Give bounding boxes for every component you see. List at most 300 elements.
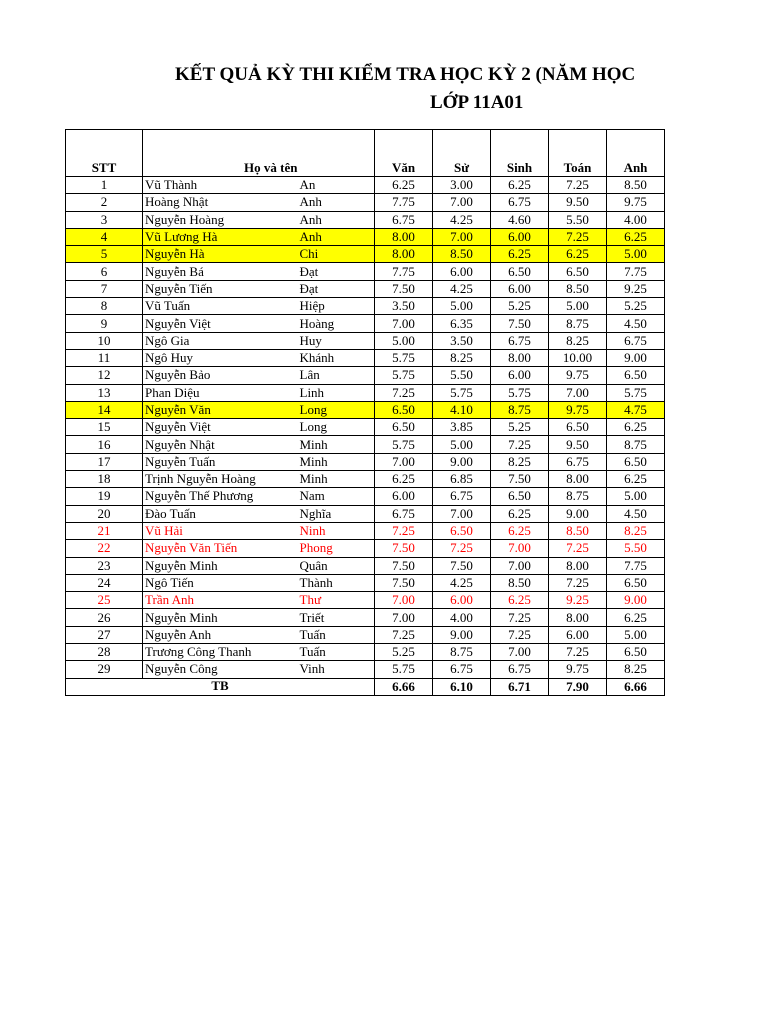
row-surname: Nguyễn Minh bbox=[143, 609, 298, 626]
row-score-su: 8.50 bbox=[433, 246, 491, 263]
row-score-toan: 10.00 bbox=[549, 349, 607, 366]
row-score-toan: 6.50 bbox=[549, 263, 607, 280]
row-surname: Nguyễn Nhật bbox=[143, 436, 298, 453]
row-stt: 16 bbox=[66, 436, 143, 453]
row-score-su: 7.00 bbox=[433, 505, 491, 522]
row-score-sinh: 6.50 bbox=[491, 263, 549, 280]
row-given-name: Vinh bbox=[298, 661, 375, 678]
row-given-name: Minh bbox=[298, 436, 375, 453]
row-stt: 6 bbox=[66, 263, 143, 280]
row-extra bbox=[665, 522, 666, 539]
row-stt: 13 bbox=[66, 384, 143, 401]
row-score-anh: 6.50 bbox=[607, 574, 665, 591]
row-given-name: Long bbox=[298, 401, 375, 418]
row-score-anh: 6.25 bbox=[607, 609, 665, 626]
table-row bbox=[66, 228, 666, 245]
row-score-toan: 6.75 bbox=[549, 453, 607, 470]
class-title: LỚP 11A01 bbox=[430, 92, 524, 113]
row-score-toan: 8.00 bbox=[549, 609, 607, 626]
row-surname: Hoàng Nhật bbox=[143, 194, 298, 211]
row-score-anh: 6.50 bbox=[607, 453, 665, 470]
row-extra bbox=[665, 315, 666, 332]
row-given-name: Anh bbox=[298, 228, 375, 245]
row-score-anh: 5.00 bbox=[607, 488, 665, 505]
row-given-name: Ninh bbox=[298, 522, 375, 539]
row-score-toan: 8.50 bbox=[549, 522, 607, 539]
row-surname: Nguyễn Hà bbox=[143, 246, 298, 263]
table-row bbox=[66, 246, 666, 263]
row-score-sinh: 6.50 bbox=[491, 488, 549, 505]
student-rows bbox=[66, 177, 666, 679]
row-stt: 29 bbox=[66, 661, 143, 678]
row-surname: Nguyễn Văn bbox=[143, 401, 298, 418]
row-score-toan: 7.25 bbox=[549, 644, 607, 661]
row-score-su: 5.50 bbox=[433, 367, 491, 384]
row-score-su: 6.00 bbox=[433, 592, 491, 609]
row-surname: Vũ Tuấn bbox=[143, 298, 298, 315]
row-score-sinh: 5.25 bbox=[491, 419, 549, 436]
row-extra bbox=[665, 644, 666, 661]
row-score-van: 8.00 bbox=[375, 228, 433, 245]
average-extra bbox=[665, 678, 666, 695]
row-extra bbox=[665, 574, 666, 591]
row-extra bbox=[665, 471, 666, 488]
row-surname: Trần Anh bbox=[143, 592, 298, 609]
row-extra bbox=[665, 349, 666, 366]
row-stt: 4 bbox=[66, 228, 143, 245]
table-row bbox=[66, 644, 666, 661]
row-score-sinh: 5.75 bbox=[491, 384, 549, 401]
row-surname: Nguyễn Công bbox=[143, 661, 298, 678]
row-score-toan: 7.25 bbox=[549, 177, 607, 194]
row-surname: Phan Diệu bbox=[143, 384, 298, 401]
row-stt: 15 bbox=[66, 419, 143, 436]
table-row bbox=[66, 574, 666, 591]
row-score-toan: 9.50 bbox=[549, 194, 607, 211]
document-title: KẾT QUẢ KỲ THI KIỂM TRA HỌC KỲ 2 (NĂM HỌC bbox=[175, 64, 636, 85]
table-row bbox=[66, 592, 666, 609]
row-stt: 2 bbox=[66, 194, 143, 211]
row-surname: Nguyễn Bảo bbox=[143, 367, 298, 384]
header-name: Họ và tên bbox=[143, 130, 298, 177]
row-stt: 22 bbox=[66, 540, 143, 557]
row-stt: 14 bbox=[66, 401, 143, 418]
row-extra bbox=[665, 436, 666, 453]
row-stt: 10 bbox=[66, 332, 143, 349]
row-score-sinh: 8.25 bbox=[491, 453, 549, 470]
table-row bbox=[66, 505, 666, 522]
row-score-van: 7.25 bbox=[375, 626, 433, 643]
row-stt: 19 bbox=[66, 488, 143, 505]
row-score-su: 4.25 bbox=[433, 211, 491, 228]
row-score-van: 6.50 bbox=[375, 401, 433, 418]
row-score-van: 7.00 bbox=[375, 315, 433, 332]
row-stt: 26 bbox=[66, 609, 143, 626]
row-score-su: 3.00 bbox=[433, 177, 491, 194]
row-score-anh: 4.00 bbox=[607, 211, 665, 228]
header-subject-sinh: Sinh bbox=[491, 130, 549, 177]
row-score-su: 6.85 bbox=[433, 471, 491, 488]
table-row bbox=[66, 661, 666, 678]
row-stt: 24 bbox=[66, 574, 143, 591]
table-row bbox=[66, 349, 666, 366]
row-score-su: 5.75 bbox=[433, 384, 491, 401]
row-stt: 18 bbox=[66, 471, 143, 488]
average-label: TB bbox=[66, 678, 375, 695]
row-score-su: 3.85 bbox=[433, 419, 491, 436]
row-score-sinh: 6.75 bbox=[491, 332, 549, 349]
row-score-van: 6.50 bbox=[375, 419, 433, 436]
row-given-name: Minh bbox=[298, 471, 375, 488]
row-surname: Nguyễn Hoàng bbox=[143, 211, 298, 228]
row-score-toan: 9.25 bbox=[549, 592, 607, 609]
table-row bbox=[66, 384, 666, 401]
row-stt: 25 bbox=[66, 592, 143, 609]
row-score-anh: 5.00 bbox=[607, 626, 665, 643]
row-extra bbox=[665, 557, 666, 574]
row-score-van: 5.75 bbox=[375, 661, 433, 678]
row-score-su: 5.00 bbox=[433, 436, 491, 453]
results-table bbox=[65, 129, 665, 696]
header-name-spacer bbox=[298, 130, 375, 177]
row-score-toan: 7.25 bbox=[549, 574, 607, 591]
row-score-anh: 6.50 bbox=[607, 367, 665, 384]
row-stt: 1 bbox=[66, 177, 143, 194]
row-extra bbox=[665, 592, 666, 609]
row-stt: 20 bbox=[66, 505, 143, 522]
row-extra bbox=[665, 194, 666, 211]
row-surname: Nguyễn Tuấn bbox=[143, 453, 298, 470]
row-extra bbox=[665, 367, 666, 384]
row-given-name: Thành bbox=[298, 574, 375, 591]
row-score-sinh: 6.25 bbox=[491, 505, 549, 522]
row-score-van: 7.00 bbox=[375, 453, 433, 470]
row-extra bbox=[665, 332, 666, 349]
row-extra bbox=[665, 263, 666, 280]
row-extra bbox=[665, 419, 666, 436]
row-score-anh: 9.00 bbox=[607, 592, 665, 609]
average-su: 6.10 bbox=[433, 678, 491, 695]
row-score-toan: 9.00 bbox=[549, 505, 607, 522]
table-row bbox=[66, 453, 666, 470]
row-given-name: Nam bbox=[298, 488, 375, 505]
row-score-anh: 5.00 bbox=[607, 246, 665, 263]
row-stt: 17 bbox=[66, 453, 143, 470]
row-stt: 23 bbox=[66, 557, 143, 574]
row-score-anh: 6.25 bbox=[607, 471, 665, 488]
row-score-van: 6.25 bbox=[375, 471, 433, 488]
row-score-van: 7.75 bbox=[375, 194, 433, 211]
header-subject-van: Văn bbox=[375, 130, 433, 177]
row-stt: 12 bbox=[66, 367, 143, 384]
average-row bbox=[66, 678, 666, 695]
row-score-anh: 4.50 bbox=[607, 505, 665, 522]
row-stt: 3 bbox=[66, 211, 143, 228]
row-score-anh: 9.25 bbox=[607, 280, 665, 297]
row-score-anh: 8.25 bbox=[607, 661, 665, 678]
row-score-su: 7.00 bbox=[433, 228, 491, 245]
row-extra bbox=[665, 453, 666, 470]
row-score-sinh: 6.00 bbox=[491, 280, 549, 297]
row-extra bbox=[665, 228, 666, 245]
row-score-su: 9.00 bbox=[433, 453, 491, 470]
row-given-name: Quân bbox=[298, 557, 375, 574]
row-given-name: Linh bbox=[298, 384, 375, 401]
row-score-anh: 6.25 bbox=[607, 419, 665, 436]
row-score-toan: 8.50 bbox=[549, 280, 607, 297]
average-anh: 6.66 bbox=[607, 678, 665, 695]
table-row bbox=[66, 540, 666, 557]
row-score-toan: 7.25 bbox=[549, 228, 607, 245]
row-score-van: 5.00 bbox=[375, 332, 433, 349]
row-score-van: 7.00 bbox=[375, 609, 433, 626]
row-score-toan: 5.00 bbox=[549, 298, 607, 315]
header-subject-su: Sử bbox=[433, 130, 491, 177]
row-stt: 5 bbox=[66, 246, 143, 263]
row-score-van: 6.75 bbox=[375, 505, 433, 522]
table-row bbox=[66, 557, 666, 574]
row-surname: Nguyễn Việt bbox=[143, 315, 298, 332]
row-score-anh: 9.75 bbox=[607, 194, 665, 211]
average-toan: 7.90 bbox=[549, 678, 607, 695]
row-extra bbox=[665, 661, 666, 678]
row-extra bbox=[665, 505, 666, 522]
row-score-van: 7.25 bbox=[375, 384, 433, 401]
row-given-name: Long bbox=[298, 419, 375, 436]
row-score-su: 6.35 bbox=[433, 315, 491, 332]
table-row bbox=[66, 280, 666, 297]
row-surname: Vũ Thành bbox=[143, 177, 298, 194]
row-score-toan: 7.25 bbox=[549, 540, 607, 557]
row-stt: 9 bbox=[66, 315, 143, 332]
row-score-su: 4.25 bbox=[433, 280, 491, 297]
header-subject-anh: Anh bbox=[607, 130, 665, 177]
row-score-su: 9.00 bbox=[433, 626, 491, 643]
row-extra bbox=[665, 298, 666, 315]
row-stt: 7 bbox=[66, 280, 143, 297]
table-row bbox=[66, 471, 666, 488]
row-score-su: 8.25 bbox=[433, 349, 491, 366]
row-extra bbox=[665, 626, 666, 643]
row-score-su: 6.50 bbox=[433, 522, 491, 539]
row-surname: Nguyễn Minh bbox=[143, 557, 298, 574]
row-extra bbox=[665, 488, 666, 505]
table-row bbox=[66, 177, 666, 194]
row-score-toan: 9.50 bbox=[549, 436, 607, 453]
row-score-su: 4.10 bbox=[433, 401, 491, 418]
row-extra bbox=[665, 177, 666, 194]
header-subject-toan: Toán bbox=[549, 130, 607, 177]
row-score-van: 7.00 bbox=[375, 592, 433, 609]
row-score-van: 5.25 bbox=[375, 644, 433, 661]
row-score-sinh: 6.25 bbox=[491, 522, 549, 539]
row-given-name: Triết bbox=[298, 609, 375, 626]
row-surname: Nguyễn Việt bbox=[143, 419, 298, 436]
row-surname: Nguyễn Anh bbox=[143, 626, 298, 643]
row-score-van: 5.75 bbox=[375, 436, 433, 453]
row-score-sinh: 4.60 bbox=[491, 211, 549, 228]
header-row bbox=[66, 130, 666, 177]
row-score-su: 6.75 bbox=[433, 488, 491, 505]
row-extra bbox=[665, 211, 666, 228]
row-score-sinh: 6.25 bbox=[491, 592, 549, 609]
row-score-sinh: 5.25 bbox=[491, 298, 549, 315]
row-score-anh: 6.75 bbox=[607, 332, 665, 349]
row-stt: 28 bbox=[66, 644, 143, 661]
row-score-toan: 9.75 bbox=[549, 401, 607, 418]
row-score-su: 3.50 bbox=[433, 332, 491, 349]
row-surname: Đào Tuấn bbox=[143, 505, 298, 522]
row-score-su: 8.75 bbox=[433, 644, 491, 661]
table-row bbox=[66, 298, 666, 315]
row-score-anh: 5.75 bbox=[607, 384, 665, 401]
row-score-van: 8.00 bbox=[375, 246, 433, 263]
row-extra bbox=[665, 609, 666, 626]
row-score-sinh: 7.50 bbox=[491, 471, 549, 488]
header-extra bbox=[665, 130, 666, 177]
row-score-su: 6.00 bbox=[433, 263, 491, 280]
row-surname: Nguyễn Tiến bbox=[143, 280, 298, 297]
row-score-anh: 8.25 bbox=[607, 522, 665, 539]
table-row bbox=[66, 194, 666, 211]
row-score-sinh: 7.00 bbox=[491, 644, 549, 661]
row-score-toan: 8.25 bbox=[549, 332, 607, 349]
row-given-name: Hoàng bbox=[298, 315, 375, 332]
table-row bbox=[66, 401, 666, 418]
row-score-su: 7.00 bbox=[433, 194, 491, 211]
row-score-van: 7.50 bbox=[375, 280, 433, 297]
row-score-toan: 9.75 bbox=[549, 661, 607, 678]
row-score-toan: 9.75 bbox=[549, 367, 607, 384]
row-score-anh: 7.75 bbox=[607, 557, 665, 574]
row-stt: 8 bbox=[66, 298, 143, 315]
row-given-name: Tuấn bbox=[298, 626, 375, 643]
row-stt: 27 bbox=[66, 626, 143, 643]
row-score-van: 7.75 bbox=[375, 263, 433, 280]
row-given-name: Khánh bbox=[298, 349, 375, 366]
row-score-anh: 8.75 bbox=[607, 436, 665, 453]
row-score-su: 4.25 bbox=[433, 574, 491, 591]
row-score-toan: 7.00 bbox=[549, 384, 607, 401]
row-extra bbox=[665, 540, 666, 557]
row-extra bbox=[665, 384, 666, 401]
table-row bbox=[66, 609, 666, 626]
row-given-name: Thư bbox=[298, 592, 375, 609]
row-score-anh: 6.50 bbox=[607, 644, 665, 661]
row-score-van: 5.75 bbox=[375, 349, 433, 366]
row-score-sinh: 7.00 bbox=[491, 540, 549, 557]
row-score-toan: 6.00 bbox=[549, 626, 607, 643]
row-surname: Vũ Hải bbox=[143, 522, 298, 539]
row-surname: Nguyễn Văn Tiến bbox=[143, 540, 298, 557]
row-score-sinh: 7.00 bbox=[491, 557, 549, 574]
row-score-anh: 7.75 bbox=[607, 263, 665, 280]
row-score-anh: 4.50 bbox=[607, 315, 665, 332]
row-score-sinh: 8.00 bbox=[491, 349, 549, 366]
row-score-su: 4.00 bbox=[433, 609, 491, 626]
row-score-toan: 8.00 bbox=[549, 471, 607, 488]
row-surname: Ngô Gia bbox=[143, 332, 298, 349]
row-given-name: Đạt bbox=[298, 280, 375, 297]
row-score-sinh: 6.25 bbox=[491, 177, 549, 194]
row-given-name: Anh bbox=[298, 211, 375, 228]
row-score-van: 7.50 bbox=[375, 557, 433, 574]
row-score-sinh: 6.00 bbox=[491, 367, 549, 384]
row-score-anh: 5.25 bbox=[607, 298, 665, 315]
row-extra bbox=[665, 280, 666, 297]
row-given-name: Anh bbox=[298, 194, 375, 211]
row-score-sinh: 7.25 bbox=[491, 609, 549, 626]
row-score-toan: 8.00 bbox=[549, 557, 607, 574]
row-score-van: 7.50 bbox=[375, 574, 433, 591]
table-row bbox=[66, 332, 666, 349]
row-surname: Nguyễn Bá bbox=[143, 263, 298, 280]
row-given-name: Minh bbox=[298, 453, 375, 470]
row-given-name: Phong bbox=[298, 540, 375, 557]
table-row bbox=[66, 436, 666, 453]
row-score-toan: 6.25 bbox=[549, 246, 607, 263]
row-score-van: 6.75 bbox=[375, 211, 433, 228]
row-given-name: Nghĩa bbox=[298, 505, 375, 522]
row-given-name: Chi bbox=[298, 246, 375, 263]
table-row bbox=[66, 419, 666, 436]
row-given-name: Hiệp bbox=[298, 298, 375, 315]
row-surname: Trương Công Thanh bbox=[143, 644, 298, 661]
row-surname: Ngô Tiến bbox=[143, 574, 298, 591]
row-score-sinh: 7.25 bbox=[491, 436, 549, 453]
row-score-van: 3.50 bbox=[375, 298, 433, 315]
row-score-sinh: 6.00 bbox=[491, 228, 549, 245]
row-surname: Vũ Lương Hà bbox=[143, 228, 298, 245]
row-score-sinh: 6.75 bbox=[491, 661, 549, 678]
table-row bbox=[66, 211, 666, 228]
row-surname: Ngô Huy bbox=[143, 349, 298, 366]
row-surname: Trịnh Nguyễn Hoàng bbox=[143, 471, 298, 488]
row-score-su: 5.00 bbox=[433, 298, 491, 315]
table-row bbox=[66, 263, 666, 280]
row-extra bbox=[665, 246, 666, 263]
row-score-sinh: 8.75 bbox=[491, 401, 549, 418]
row-score-van: 5.75 bbox=[375, 367, 433, 384]
row-score-toan: 8.75 bbox=[549, 315, 607, 332]
row-score-toan: 8.75 bbox=[549, 488, 607, 505]
row-score-anh: 8.50 bbox=[607, 177, 665, 194]
row-given-name: Đạt bbox=[298, 263, 375, 280]
row-score-su: 7.25 bbox=[433, 540, 491, 557]
row-score-van: 7.25 bbox=[375, 522, 433, 539]
average-van: 6.66 bbox=[375, 678, 433, 695]
row-score-sinh: 7.50 bbox=[491, 315, 549, 332]
row-given-name: An bbox=[298, 177, 375, 194]
row-given-name: Tuấn bbox=[298, 644, 375, 661]
results-sheet bbox=[65, 129, 665, 696]
row-score-toan: 6.50 bbox=[549, 419, 607, 436]
row-score-van: 7.50 bbox=[375, 540, 433, 557]
row-score-van: 6.25 bbox=[375, 177, 433, 194]
row-score-sinh: 8.50 bbox=[491, 574, 549, 591]
header-stt: STT bbox=[66, 130, 143, 177]
row-given-name: Huy bbox=[298, 332, 375, 349]
row-stt: 11 bbox=[66, 349, 143, 366]
row-score-toan: 5.50 bbox=[549, 211, 607, 228]
row-score-su: 7.50 bbox=[433, 557, 491, 574]
table-row bbox=[66, 488, 666, 505]
row-score-anh: 4.75 bbox=[607, 401, 665, 418]
row-score-su: 6.75 bbox=[433, 661, 491, 678]
row-score-anh: 6.25 bbox=[607, 228, 665, 245]
row-score-sinh: 6.75 bbox=[491, 194, 549, 211]
row-score-anh: 5.50 bbox=[607, 540, 665, 557]
